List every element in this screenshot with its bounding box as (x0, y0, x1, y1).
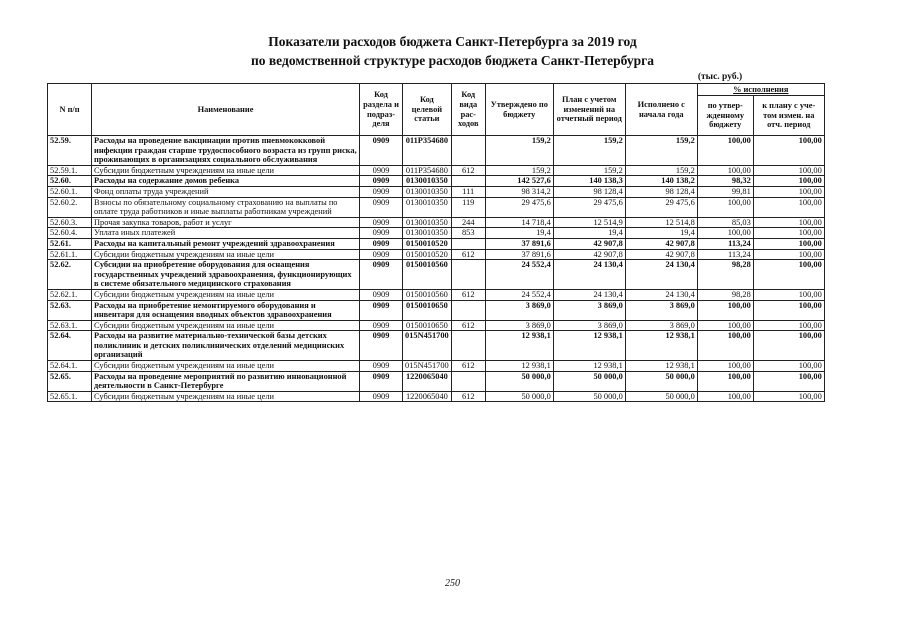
cell-executed: 3 869,0 (625, 320, 697, 331)
cell-name: Субсидии на приобретение оборудования для оснащения государственных учреждений здравоохранения, функционирующих в системе обязательного медицинского страхования (92, 260, 360, 290)
cell-pct-approved: 100,00 (697, 320, 753, 331)
cell-approved: 37 891,6 (485, 249, 553, 260)
cell-num: 52.60.4. (48, 228, 92, 239)
cell-plan: 50 000,0 (553, 391, 625, 402)
cell-target-code: 0130010350 (403, 197, 452, 217)
cell-pct-plan: 100,00 (753, 320, 824, 331)
cell-executed: 50 000,0 (625, 391, 697, 402)
header-section-code: Код раздела и подраз- деля (360, 84, 403, 136)
cell-target-code: 015N451700 (403, 361, 452, 372)
cell-pct-approved: 98,32 (697, 176, 753, 187)
cell-plan: 140 138,3 (553, 176, 625, 187)
cell-executed: 3 869,0 (625, 300, 697, 320)
cell-pct-plan: 100,00 (753, 217, 824, 228)
cell-num: 52.62.1. (48, 289, 92, 300)
cell-target-code: 015N451700 (403, 331, 452, 361)
table-row (48, 371, 825, 391)
table-row (48, 228, 825, 239)
cell-approved: 159,2 (485, 136, 553, 166)
cell-num: 52.60.2. (48, 197, 92, 217)
cell-name: Субсидии бюджетным учреждениям на иные цели (92, 289, 360, 300)
cell-pct-plan: 100,00 (753, 165, 824, 176)
cell-executed: 42 907,8 (625, 238, 697, 249)
table-row (48, 331, 825, 361)
cell-pct-approved: 100,00 (697, 361, 753, 372)
cell-num: 52.59.1. (48, 165, 92, 176)
cell-plan: 19,4 (553, 228, 625, 239)
cell-executed: 12 938,1 (625, 361, 697, 372)
table-row (48, 260, 825, 290)
cell-plan: 3 869,0 (553, 320, 625, 331)
cell-executed: 24 130,4 (625, 260, 697, 290)
cell-plan: 42 907,8 (553, 249, 625, 260)
cell-target-code: 0150010520 (403, 238, 452, 249)
document-title-line2: по ведомственной структуре расходов бюджета Санкт-Петербурга (250, 53, 655, 68)
cell-plan: 24 130,4 (553, 289, 625, 300)
cell-name: Расходы на содержание домов ребенка (92, 176, 360, 187)
cell-name: Субсидии бюджетным учреждениям на иные цели (92, 165, 360, 176)
cell-section-code: 0909 (360, 391, 403, 402)
header-plan: План с учетом изменений на отчетный период (553, 84, 625, 136)
cell-approved: 142 527,6 (485, 176, 553, 187)
cell-section-code: 0909 (360, 186, 403, 197)
cell-executed: 24 130,4 (625, 289, 697, 300)
cell-pct-plan: 100,00 (753, 361, 824, 372)
cell-num: 52.65. (48, 371, 92, 391)
cell-approved: 98 314,2 (485, 186, 553, 197)
cell-pct-approved: 113,24 (697, 238, 753, 249)
cell-name: Субсидии бюджетным учреждениям на иные цели (92, 391, 360, 402)
table-row (48, 176, 825, 187)
cell-name: Расходы на проведение вакцинации против пневмококковой инфекции граждан старше трудоспособного возраста из групп риска, проживающих в организациях социального обслуживания (92, 136, 360, 166)
cell-pct-approved: 98,28 (697, 260, 753, 290)
cell-name: Расходы на проведение мероприятий по развитию инновационной деятельности в Санкт-Петербурге (92, 371, 360, 391)
cell-approved: 12 938,1 (485, 331, 553, 361)
cell-pct-plan: 100,00 (753, 228, 824, 239)
cell-type-code: 612 (451, 361, 485, 372)
table-row (48, 186, 825, 197)
cell-num: 52.59. (48, 136, 92, 166)
table-row (48, 320, 825, 331)
cell-approved: 3 869,0 (485, 320, 553, 331)
cell-section-code: 0909 (360, 217, 403, 228)
cell-executed: 12 514,8 (625, 217, 697, 228)
cell-plan: 159,2 (553, 136, 625, 166)
cell-pct-plan: 100,00 (753, 289, 824, 300)
cell-plan: 3 869,0 (553, 300, 625, 320)
cell-executed: 19,4 (625, 228, 697, 239)
cell-type-code: 612 (451, 391, 485, 402)
cell-pct-approved: 100,00 (697, 165, 753, 176)
budget-table-body (48, 136, 825, 402)
cell-approved: 50 000,0 (485, 371, 553, 391)
cell-plan: 12 938,1 (553, 361, 625, 372)
cell-pct-approved: 100,00 (697, 136, 753, 166)
cell-pct-plan: 100,00 (753, 136, 824, 166)
cell-executed: 50 000,0 (625, 371, 697, 391)
cell-section-code: 0909 (360, 361, 403, 372)
cell-pct-plan: 100,00 (753, 260, 824, 290)
cell-section-code: 0909 (360, 260, 403, 290)
cell-type-code: 612 (451, 289, 485, 300)
cell-approved: 29 475,6 (485, 197, 553, 217)
header-pct-approved: по утвер- жденному бюджету (697, 96, 753, 136)
cell-pct-plan: 100,00 (753, 371, 824, 391)
cell-executed: 159,2 (625, 136, 697, 166)
header-target-code: Код целевой статьи (403, 84, 452, 136)
header-name: Наименование (92, 84, 360, 136)
cell-target-code: 0150010560 (403, 289, 452, 300)
table-row (48, 391, 825, 402)
cell-pct-plan: 100,00 (753, 176, 824, 187)
cell-pct-plan: 100,00 (753, 186, 824, 197)
cell-target-code: 011P354680 (403, 165, 452, 176)
cell-pct-approved: 100,00 (697, 331, 753, 361)
cell-executed: 98 128,4 (625, 186, 697, 197)
cell-name: Взносы по обязательному социальному страхованию на выплаты по оплате труда работников и иные выплаты работникам учреждений (92, 197, 360, 217)
page-number: 250 (445, 578, 460, 589)
cell-type-code (451, 300, 485, 320)
cell-executed: 159,2 (625, 165, 697, 176)
cell-name: Расходы на приобретение немонтируемого оборудования и инвентаря для оснащения вводных объектов здравоохранения (92, 300, 360, 320)
cell-target-code: 0150010650 (403, 320, 452, 331)
cell-num: 52.63. (48, 300, 92, 320)
cell-section-code: 0909 (360, 197, 403, 217)
cell-executed: 42 907,8 (625, 249, 697, 260)
table-row (48, 249, 825, 260)
document-title-line1: Показатели расходов бюджета Санкт-Петербурга за 2019 год (268, 34, 637, 49)
units-label: (тыс. руб.) (697, 72, 743, 82)
cell-approved: 159,2 (485, 165, 553, 176)
cell-pct-plan: 100,00 (753, 331, 824, 361)
cell-plan: 98 128,4 (553, 186, 625, 197)
cell-type-code: 244 (451, 217, 485, 228)
table-row (48, 217, 825, 228)
cell-type-code (451, 260, 485, 290)
cell-num: 52.60.3. (48, 217, 92, 228)
cell-plan: 29 475,6 (553, 197, 625, 217)
cell-pct-approved: 100,00 (697, 300, 753, 320)
cell-type-code: 612 (451, 320, 485, 331)
table-row (48, 361, 825, 372)
table-row (48, 136, 825, 166)
cell-approved: 37 891,6 (485, 238, 553, 249)
table-row (48, 165, 825, 176)
cell-target-code: 0150010650 (403, 300, 452, 320)
cell-approved: 14 718,4 (485, 217, 553, 228)
cell-pct-plan: 100,00 (753, 197, 824, 217)
cell-type-code (451, 176, 485, 187)
cell-pct-plan: 100,00 (753, 300, 824, 320)
cell-pct-plan: 100,00 (753, 249, 824, 260)
cell-approved: 24 552,4 (485, 260, 553, 290)
cell-section-code: 0909 (360, 238, 403, 249)
cell-plan: 50 000,0 (553, 371, 625, 391)
cell-target-code: 0150010520 (403, 249, 452, 260)
table-row (48, 197, 825, 217)
cell-target-code: 0130010350 (403, 217, 452, 228)
cell-type-code: 119 (451, 197, 485, 217)
cell-pct-approved: 100,00 (697, 197, 753, 217)
cell-target-code: 1220065040 (403, 371, 452, 391)
cell-plan: 42 907,8 (553, 238, 625, 249)
cell-num: 52.63.1. (48, 320, 92, 331)
cell-num: 52.61. (48, 238, 92, 249)
cell-approved: 50 000,0 (485, 391, 553, 402)
cell-type-code (451, 371, 485, 391)
cell-pct-approved: 113,24 (697, 249, 753, 260)
cell-type-code: 612 (451, 249, 485, 260)
cell-plan: 12 514,9 (553, 217, 625, 228)
cell-approved: 24 552,4 (485, 289, 553, 300)
cell-section-code: 0909 (360, 331, 403, 361)
cell-name: Субсидии бюджетным учреждениям на иные цели (92, 320, 360, 331)
table-row (48, 289, 825, 300)
cell-section-code: 0909 (360, 249, 403, 260)
cell-num: 52.60.1. (48, 186, 92, 197)
cell-executed: 29 475,6 (625, 197, 697, 217)
cell-pct-approved: 98,28 (697, 289, 753, 300)
cell-plan: 159,2 (553, 165, 625, 176)
table-row (48, 238, 825, 249)
cell-pct-approved: 99,81 (697, 186, 753, 197)
header-num: N п/п (48, 84, 92, 136)
cell-name: Уплата иных платежей (92, 228, 360, 239)
cell-name: Фонд оплаты труда учреждений (92, 186, 360, 197)
cell-pct-plan: 100,00 (753, 238, 824, 249)
cell-section-code: 0909 (360, 371, 403, 391)
cell-target-code: 0130010350 (403, 186, 452, 197)
budget-table (47, 83, 825, 402)
cell-type-code: 612 (451, 165, 485, 176)
cell-section-code: 0909 (360, 165, 403, 176)
cell-num: 52.62. (48, 260, 92, 290)
table-row (48, 300, 825, 320)
cell-pct-approved: 100,00 (697, 228, 753, 239)
cell-plan: 12 938,1 (553, 331, 625, 361)
cell-name: Субсидии бюджетным учреждениям на иные цели (92, 249, 360, 260)
cell-section-code: 0909 (360, 320, 403, 331)
cell-target-code: 011P354680 (403, 136, 452, 166)
cell-type-code (451, 238, 485, 249)
cell-section-code: 0909 (360, 289, 403, 300)
cell-num: 52.65.1. (48, 391, 92, 402)
cell-type-code (451, 331, 485, 361)
cell-approved: 19,4 (485, 228, 553, 239)
cell-name: Прочая закупка товаров, работ и услуг (92, 217, 360, 228)
cell-name: Субсидии бюджетным учреждениям на иные цели (92, 361, 360, 372)
cell-pct-approved: 85,03 (697, 217, 753, 228)
cell-plan: 24 130,4 (553, 260, 625, 290)
header-executed: Исполнено с начала года (625, 84, 697, 136)
cell-approved: 3 869,0 (485, 300, 553, 320)
cell-type-code (451, 136, 485, 166)
cell-section-code: 0909 (360, 228, 403, 239)
cell-num: 52.64. (48, 331, 92, 361)
cell-section-code: 0909 (360, 136, 403, 166)
cell-name: Расходы на капитальный ремонт учреждений здравоохранения (92, 238, 360, 249)
header-type-code: Код вида рас- ходов (451, 84, 485, 136)
cell-type-code: 853 (451, 228, 485, 239)
cell-target-code: 0130010350 (403, 228, 452, 239)
cell-pct-approved: 100,00 (697, 391, 753, 402)
cell-section-code: 0909 (360, 176, 403, 187)
cell-type-code: 111 (451, 186, 485, 197)
cell-section-code: 0909 (360, 300, 403, 320)
cell-target-code: 0150010560 (403, 260, 452, 290)
cell-approved: 12 938,1 (485, 361, 553, 372)
cell-target-code: 1220065040 (403, 391, 452, 402)
cell-name: Расходы на развитие материально-технической базы детских поликлиник и детских поликлинических отделений медицинских организаций (92, 331, 360, 361)
cell-pct-approved: 100,00 (697, 371, 753, 391)
header-pct-group: % исполнения (697, 84, 824, 96)
cell-executed: 140 138,2 (625, 176, 697, 187)
cell-num: 52.64.1. (48, 361, 92, 372)
header-approved: Утверждено по бюджету (485, 84, 553, 136)
cell-executed: 12 938,1 (625, 331, 697, 361)
header-pct-plan: к плану с уче- том измен. на отч. период (753, 96, 824, 136)
cell-num: 52.61.1. (48, 249, 92, 260)
cell-num: 52.60. (48, 176, 92, 187)
cell-pct-plan: 100,00 (753, 391, 824, 402)
cell-target-code: 0130010350 (403, 176, 452, 187)
